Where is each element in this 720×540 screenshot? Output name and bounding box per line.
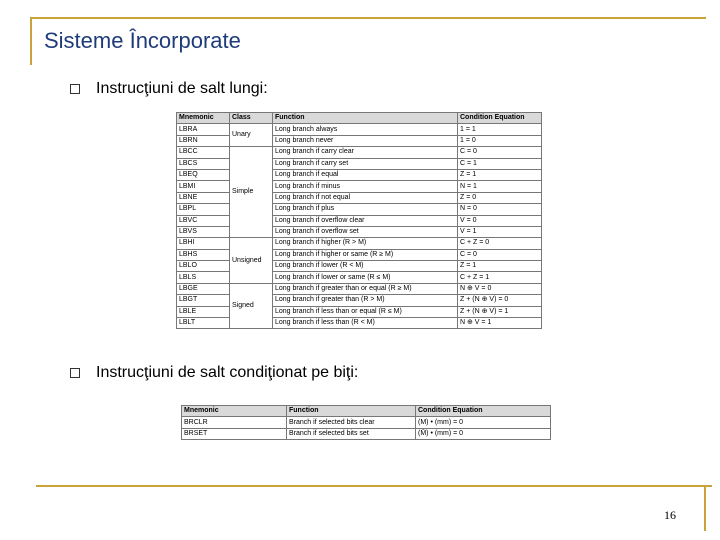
mnemonic-cell: LBCS	[177, 158, 230, 169]
function-cell: Long branch if not equal	[273, 192, 458, 203]
condition-cell: C = 0	[458, 249, 542, 260]
mnemonic-cell: LBHI	[177, 238, 230, 249]
mnemonic-cell: LBLE	[177, 306, 230, 317]
function-cell: Branch if selected bits set	[287, 428, 416, 439]
header-cell: Condition Equation	[416, 406, 551, 417]
top-border-line	[30, 17, 706, 19]
function-cell: Long branch if minus	[273, 181, 458, 192]
function-cell: Long branch if lower or same (R ≤ M)	[273, 272, 458, 283]
table-header-row	[182, 406, 551, 417]
square-bullet-icon	[70, 368, 80, 378]
mnemonic-cell: LBCC	[177, 147, 230, 158]
function-cell: Long branch if carry set	[273, 158, 458, 169]
function-cell: Long branch if lower (R < M)	[273, 261, 458, 272]
condition-cell: N ⊕ V = 1	[458, 318, 542, 329]
condition-cell: 1 = 1	[458, 124, 542, 135]
mnemonic-cell: BRSET	[182, 428, 287, 439]
class-cell: Unsigned	[230, 238, 273, 284]
class-cell: Signed	[230, 283, 273, 329]
function-cell: Long branch if less than (R < M)	[273, 318, 458, 329]
mnemonic-cell: LBVS	[177, 226, 230, 237]
function-cell: Long branch always	[273, 124, 458, 135]
function-cell: Long branch if higher (R > M)	[273, 238, 458, 249]
function-cell: Long branch never	[273, 135, 458, 146]
function-cell: Long branch if greater than or equal (R ≥ M)	[273, 283, 458, 294]
table-row	[182, 428, 551, 439]
bullet-text: Instrucţiuni de salt condiţionat pe biţi:	[96, 364, 359, 381]
condition-cell: V = 1	[458, 226, 542, 237]
function-cell: Branch if selected bits clear	[287, 417, 416, 428]
mnemonic-cell: LBPL	[177, 204, 230, 215]
page-number: 16	[664, 508, 676, 522]
mnemonic-cell: BRCLR	[182, 417, 287, 428]
condition-cell: N ⊕ V = 0	[458, 283, 542, 294]
left-border-line	[30, 17, 32, 65]
condition-cell: Z = 0	[458, 192, 542, 203]
class-cell: Unary	[230, 124, 273, 147]
condition-cell: V = 0	[458, 215, 542, 226]
function-cell: Long branch if plus	[273, 204, 458, 215]
mnemonic-cell: LBLS	[177, 272, 230, 283]
mnemonic-cell: LBEQ	[177, 169, 230, 180]
condition-cell: C + Z = 0	[458, 238, 542, 249]
mnemonic-cell: LBLT	[177, 318, 230, 329]
header-cell: Mnemonic	[182, 406, 287, 417]
function-cell: Long branch if overflow set	[273, 226, 458, 237]
table-row	[182, 417, 551, 428]
header-cell: Function	[273, 113, 458, 124]
mnemonic-cell: LBLO	[177, 261, 230, 272]
long-branch-table	[176, 112, 542, 329]
class-cell: Simple	[230, 147, 273, 238]
condition-cell: C = 0	[458, 147, 542, 158]
mnemonic-cell: LBGT	[177, 295, 230, 306]
square-bullet-icon	[70, 84, 80, 94]
function-cell: Long branch if overflow clear	[273, 215, 458, 226]
table-row	[177, 283, 542, 294]
condition-cell: N = 1	[458, 181, 542, 192]
condition-cell: (M̄) • (mm) = 0	[416, 428, 551, 439]
function-cell: Long branch if less than or equal (R ≤ M)	[273, 306, 458, 317]
condition-cell: Z = 1	[458, 169, 542, 180]
condition-cell: C = 1	[458, 158, 542, 169]
header-cell: Function	[287, 406, 416, 417]
mnemonic-cell: LBNE	[177, 192, 230, 203]
table-row	[177, 124, 542, 135]
table-row	[177, 238, 542, 249]
function-cell: Long branch if carry clear	[273, 147, 458, 158]
header-cell: Condition Equation	[458, 113, 542, 124]
mnemonic-cell: LBGE	[177, 283, 230, 294]
mnemonic-cell: LBHS	[177, 249, 230, 260]
mnemonic-cell: LBVC	[177, 215, 230, 226]
function-cell: Long branch if higher or same (R ≥ M)	[273, 249, 458, 260]
condition-cell: 1 = 0	[458, 135, 542, 146]
header-cell: Class	[230, 113, 273, 124]
function-cell: Long branch if greater than (R > M)	[273, 295, 458, 306]
bit-branch-table	[181, 405, 551, 440]
mnemonic-cell: LBRN	[177, 135, 230, 146]
table-header-row	[177, 113, 542, 124]
mnemonic-cell: LBMI	[177, 181, 230, 192]
page-title: Sisteme Încorporate	[44, 28, 241, 53]
condition-cell: Z = 1	[458, 261, 542, 272]
condition-cell: (M) • (mm) = 0	[416, 417, 551, 428]
table-row	[177, 147, 542, 158]
function-cell: Long branch if equal	[273, 169, 458, 180]
header-cell: Mnemonic	[177, 113, 230, 124]
condition-cell: Z + (N ⊕ V) = 0	[458, 295, 542, 306]
condition-cell: N = 0	[458, 204, 542, 215]
bullet-text: Instrucţiuni de salt lungi:	[96, 80, 268, 97]
right-border-line	[704, 485, 706, 531]
condition-cell: Z + (N ⊕ V) = 1	[458, 306, 542, 317]
condition-cell: C + Z = 1	[458, 272, 542, 283]
mnemonic-cell: LBRA	[177, 124, 230, 135]
bottom-border-line	[36, 485, 712, 487]
